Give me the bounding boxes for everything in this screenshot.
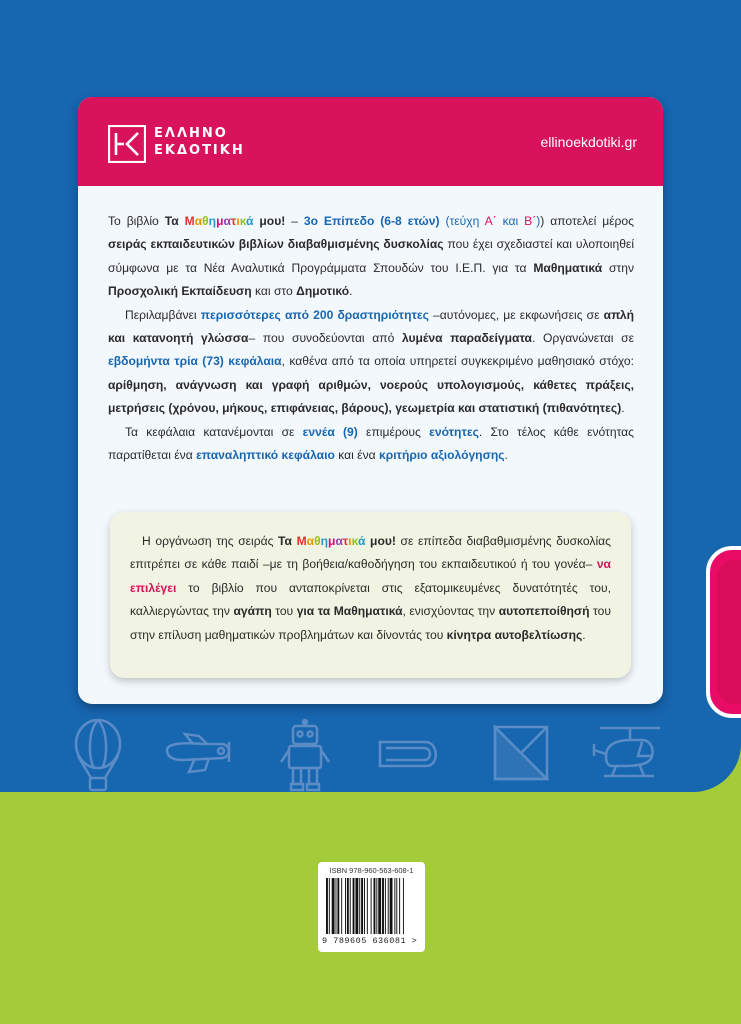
ean-right-group: 636081 [372, 936, 407, 946]
hot-air-balloon-icon [70, 718, 126, 794]
series-title-letter: ι [236, 214, 240, 228]
series-title-letter: α [223, 214, 231, 228]
series-title-letter: κ [239, 214, 247, 228]
ean-quiet-zone-mark: > [411, 936, 418, 946]
level-label: 3ο Επίπεδο (6-8 ετών) [303, 214, 440, 228]
isbn-label: ISBN 978-960-563-608-1 [329, 866, 414, 875]
series-title-letter: τ [342, 534, 349, 548]
toy-plane-icon [163, 732, 235, 778]
paragraph-structure: Τα κεφάλαια κατανέμονται σε εννέα (9) επιμέρους ενότητες. Στο τέλος κάθε ενότητας παρατίθεται ένα επαναληπτικό κεφάλαιο και ένα κριτήριο αξιολόγησης. [108, 424, 634, 463]
ean-lead-digit: 9 [322, 936, 328, 946]
series-title-letter: Μ [184, 214, 195, 228]
series-title-letter: Μ [296, 534, 307, 548]
series-title-letter: η [208, 214, 217, 228]
barcode-bars [326, 878, 418, 936]
series-title-letter: α [335, 534, 343, 548]
series-title-letter: θ [314, 534, 321, 548]
ean-digits [322, 936, 422, 946]
website-link[interactable]: ellinoekdotiki.gr [540, 134, 637, 150]
paragraph-intro: Το βιβλίο Τα Μαθηματικά μου! – 3ο Επίπεδο (6-8 ετών) (τεύχη Α΄ και Β΄)) αποτελεί μέρος σειράς εκπαιδευτικών βιβλίων διαβαθμισμένης δυσκολίας που έχει σχεδιαστεί και υλοποιηθεί σύμφωνα με τα Νέα Αναλυτικά Προγράμματα Σπουδών του Ι.Ε.Π. για τα Μαθηματικά στην Προσχολική Εκπαίδευση και στο Δημοτικό. [108, 214, 635, 299]
series-title-letter: ά [358, 534, 366, 548]
series-title-letter: κ [351, 534, 358, 548]
series-title-letter: θ [202, 214, 209, 228]
description-text [108, 210, 634, 467]
publisher-header [78, 97, 663, 186]
p1-s5-trim: ) αποτελεί μέρος [540, 214, 634, 228]
publisher-logo-icon [108, 125, 146, 163]
series-title-letter: μ [216, 214, 224, 228]
ean-left-group: 789605 [333, 936, 367, 946]
series-title-letter: ι [348, 534, 352, 548]
tangram-square-icon [492, 724, 550, 782]
note-paragraph: Η οργάνωση της σειράς Τα Μαθηματικά μου! σε επίπεδα διαβαθμισμένης δυσκολίας επιτρέπει σε κάθε παιδί –με τη βοήθεια/καθοδήγηση του εκπαιδευτικού ή του γονέα– να επιλέγει το βιβλίο που ανταποκρίνεται στις εξατομικευμένες δυνατότητές του, καλλιεργώντας την αγάπη του για τα Μαθηματικά, ενισχύοντας την αυτοπεποίθησή του στην επίλυση μαθηματικών προβλημάτων και δίνοντάς του κίνητρα αυτοβελτίωσης. [130, 534, 611, 642]
isbn-barcode [318, 862, 425, 952]
publisher-name-line2: ΕΚΔΟΤΙΚΗ [154, 143, 245, 158]
paragraph-content: Περιλαμβάνει περισσότερες από 200 δραστηριότητες –αυτόνομες, με εκφωνήσεις σε απλή και κατανοητή γλώσσα– που συνοδεύονται από λυμένα παραδείγματα. Οργανώνεται σε εβδομήντα τρία (73) κεφάλαια, καθένα από τα οποία υπηρετεί συγκεκριμένο μαθησιακό στόχο: αρίθμηση, ανάγνωση και γραφή αριθμών, νοερούς υπολογισμούς, κάθετες πράξεις, μετρήσεις (χρόνου, μήκους, επιφάνειας, βάρους), γεωμετρία και στατιστική (πιθανότητες). [108, 307, 635, 416]
series-title-letter: μ [328, 534, 336, 548]
paper-boat-icon [376, 736, 442, 772]
series-title-colored [297, 534, 366, 548]
series-title-colored [185, 214, 254, 228]
series-title-letter: η [320, 534, 329, 548]
highlight-note-box [110, 512, 631, 678]
robot-icon [279, 718, 331, 792]
publisher-name-line1: ΕΛΛΗΝΟ [154, 126, 228, 141]
publisher-name [154, 125, 245, 159]
series-title-letter: ά [246, 214, 254, 228]
series-title-letter: τ [230, 214, 237, 228]
side-tab-inner [717, 560, 741, 704]
series-title-letter: α [306, 534, 315, 548]
helicopter-icon [592, 722, 668, 784]
content-card [78, 97, 663, 704]
series-title-letter: α [194, 214, 203, 228]
